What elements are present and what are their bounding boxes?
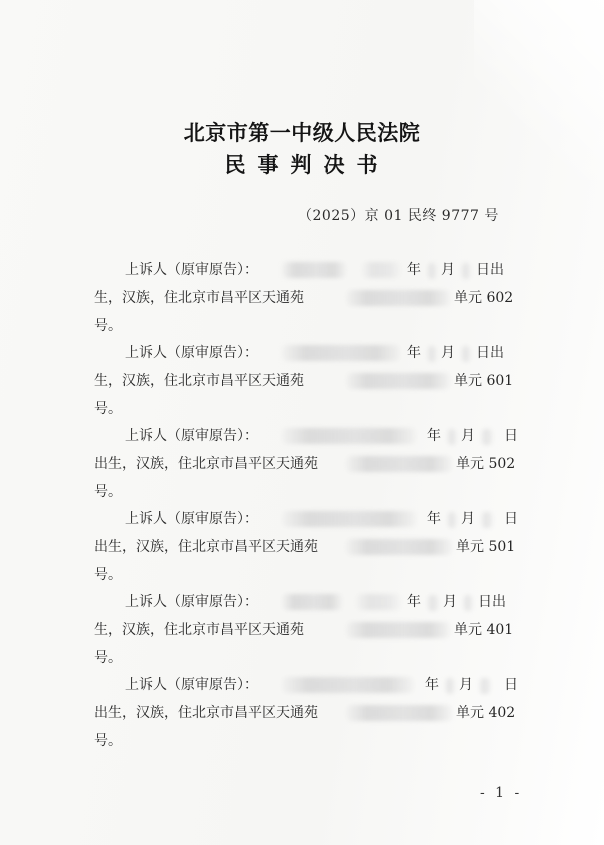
redacted-birth-year [356, 594, 400, 610]
number-suffix: 号。 [94, 733, 122, 749]
unit-number: 单元 401 [454, 622, 514, 638]
unit-number: 单元 502 [456, 456, 516, 472]
case-number: （2025）京 01 民终 9777 号 [298, 208, 499, 224]
month-char: 月 [441, 345, 455, 361]
redacted-name [282, 511, 416, 527]
unit-number: 单元 501 [456, 539, 516, 555]
day-char: 日出 [476, 345, 504, 361]
redacted-name [282, 677, 414, 693]
party-role-label: 上诉人（原审原告）： [125, 428, 258, 444]
redacted-address [346, 539, 452, 555]
redacted-day [479, 678, 491, 694]
day-char: 日 [504, 511, 518, 527]
number-suffix: 号。 [94, 401, 122, 417]
party-role-label: 上诉人（原审原告）： [125, 511, 258, 527]
document-title: 民事判决书 [224, 152, 390, 177]
redacted-birth-year [362, 262, 400, 278]
redacted-name [282, 345, 400, 361]
party-role-label: 上诉人（原审原告）： [125, 677, 258, 693]
redacted-month [447, 512, 457, 528]
redacted-month [427, 346, 437, 362]
residence-text: 出生，汉族，住北京市昌平区天通苑 [94, 705, 318, 721]
party-role-label: 上诉人（原审原告）： [125, 262, 258, 278]
year-char: 年 [407, 345, 421, 361]
page-number: - 1 - [480, 785, 523, 801]
party-role-label: 上诉人（原审原告）： [125, 345, 258, 361]
court-name: 北京市第一中级人民法院 [183, 120, 421, 145]
residence-text: 生，汉族，住北京市昌平区天通苑 [94, 622, 304, 638]
redacted-month [445, 678, 455, 694]
unit-number: 单元 402 [456, 705, 516, 721]
redacted-day [481, 429, 493, 445]
day-char: 日出 [478, 594, 506, 610]
redacted-name [282, 594, 342, 610]
year-char: 年 [425, 677, 439, 693]
unit-number: 单元 601 [454, 373, 514, 389]
year-char: 年 [407, 594, 421, 610]
redacted-name [282, 428, 416, 444]
number-suffix: 号。 [94, 650, 122, 666]
redacted-address [346, 456, 452, 472]
party-role-label: 上诉人（原审原告）： [125, 594, 258, 610]
residence-text: 出生，汉族，住北京市昌平区天通苑 [94, 456, 318, 472]
residence-text: 出生，汉族，住北京市昌平区天通苑 [94, 539, 318, 555]
unit-number: 单元 602 [454, 290, 514, 306]
residence-text: 生，汉族，住北京市昌平区天通苑 [94, 373, 304, 389]
redacted-month [427, 263, 437, 279]
redacted-day [463, 595, 473, 611]
month-char: 月 [459, 677, 473, 693]
redacted-address [346, 622, 450, 638]
number-suffix: 号。 [94, 567, 122, 583]
redacted-address [346, 290, 450, 306]
month-char: 月 [461, 428, 475, 444]
redacted-address [346, 373, 450, 389]
number-suffix: 号。 [94, 484, 122, 500]
redacted-day [481, 512, 493, 528]
month-char: 月 [441, 262, 455, 278]
redacted-name [282, 262, 346, 278]
redacted-address [346, 705, 452, 721]
redacted-day [461, 346, 471, 362]
year-char: 年 [427, 428, 441, 444]
redacted-month [447, 429, 457, 445]
residence-text: 生，汉族，住北京市昌平区天通苑 [94, 290, 304, 306]
number-suffix: 号。 [94, 318, 122, 334]
day-char: 日 [504, 677, 518, 693]
redacted-day [461, 263, 471, 279]
redacted-month [427, 595, 439, 611]
month-char: 月 [461, 511, 475, 527]
month-char: 月 [443, 594, 457, 610]
year-char: 年 [407, 262, 421, 278]
day-char: 日出 [476, 262, 504, 278]
day-char: 日 [504, 428, 518, 444]
year-char: 年 [427, 511, 441, 527]
